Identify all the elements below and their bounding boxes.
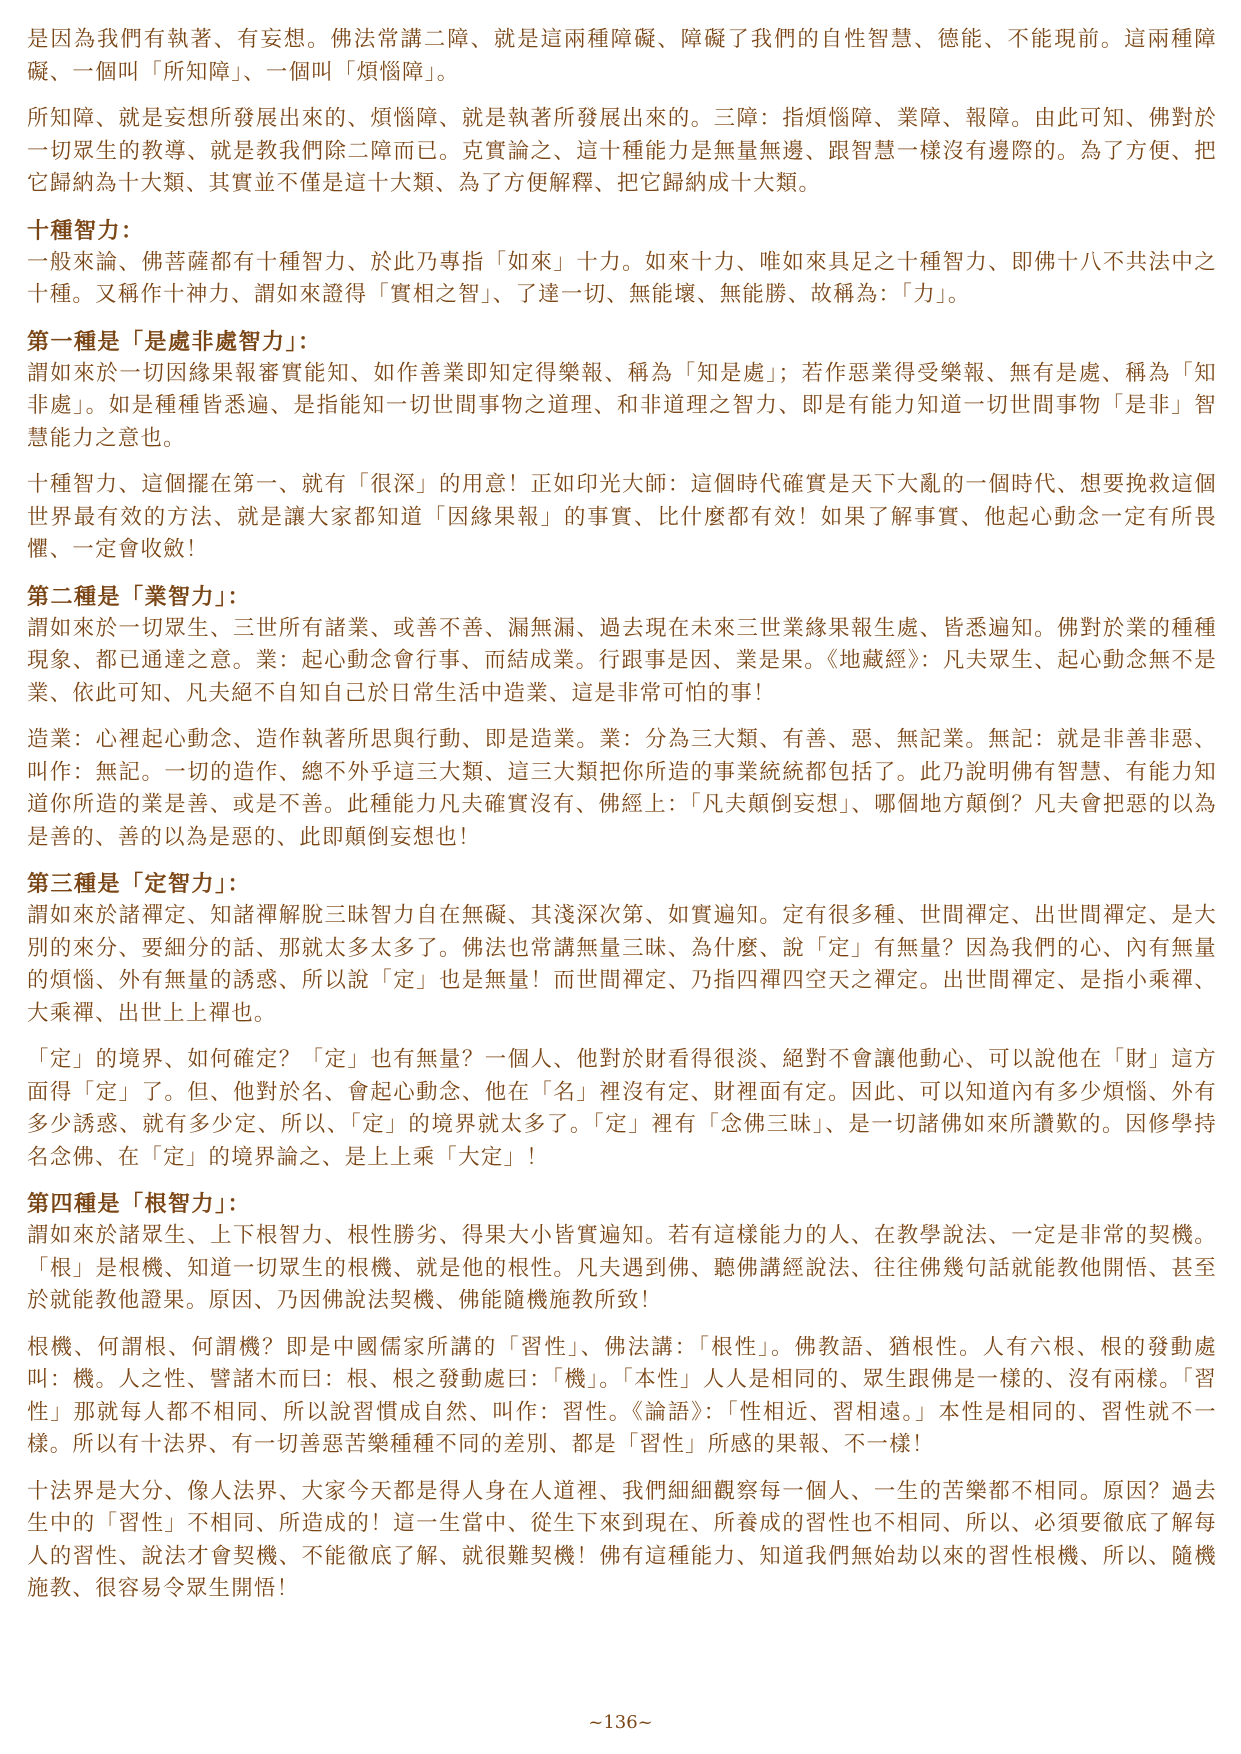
section-first-power: [27, 326, 1217, 567]
section-ten-powers: [27, 215, 1217, 312]
section-paragraph: 十法界是大分、像人法界、大家今天都是得人身在人道裡、我們細細觀察每一個人、一生的苦樂都不相同。原因？過去生中的「習性」不相同、所造成的！這一生當中、從生下來到現在、所養成的習性也不相同、所以、必須要徹底了解每人的習性、說法才會契機、不能徹底了解、就很難契機！佛有這種能力、知道我們無始劫以來的習性根機、所以、隨機施教、很容易令眾生開悟！: [27, 1478, 1217, 1601]
section-heading: 第二種是「業智力」：: [27, 583, 252, 610]
section-paragraph: 謂如來於一切因緣果報審實能知、如作善業即知定得樂報、稱為「知是處」；若作惡業得受樂報、無有是處、稱為「知非處」。如是種種皆悉遍、是指能知一切世間事物之道理、和非道理之智力、即是有能力知道一切世間事物「是非」智慧能力之意也。: [27, 360, 1217, 451]
section-paragraph: 「定」的境界、如何確定？「定」也有無量？一個人、他對於財看得很淡、絕對不會讓他動心、可以說他在「財」這方面得「定」了。但、他對於名、會起心動念、他在「名」裡沒有定、財裡面有定。因此、可以知道內有多少煩惱、外有多少誘惑、就有多少定、所以、「定」的境界就太多了。「定」裡有「念佛三昧」、是一切諸佛如來所讚歎的。因修學持名念佛、在「定」的境界論之、是上上乘「大定」！: [27, 1047, 1217, 1170]
section-heading: 十種智力：: [27, 217, 145, 244]
section-paragraph: 謂如來於諸眾生、上下根智力、根性勝劣、得果大小皆實遍知。若有這樣能力的人、在教學說法、一定是非常的契機。「根」是根機、知道一切眾生的根機、就是他的根性。凡夫遇到佛、聽佛講經說法、往往佛幾句話就能教他開悟、甚至於就能教他證果。原因、乃因佛說法契機、佛能隨機施教所致！: [27, 1223, 1217, 1313]
section-paragraph: 十種智力、這個擺在第一、就有「很深」的用意！正如印光大師：這個時代確實是天下大亂的一個時代、想要挽救這個世界最有效的方法、就是讓大家都知道「因緣果報」的事實、比什麼都有效！如果了解事實、他起心動念一定有所畏懼、一定會收斂！: [27, 472, 1217, 562]
section-paragraph: 謂如來於諸禪定、知諸禪解脫三昧智力自在無礙、其淺深次第、如實遍知。定有很多種、世間禪定、出世間禪定、是大別的來分、要細分的話、那就太多太多了。佛法也常講無量三昧、為什麼、說「定」有無量？因為我們的心、內有無量的煩惱、外有無量的誘惑、所以說「定」也是無量！而世間禪定、乃指四禪四空天之禪定。出世間禪定、是指小乘禪、大乘禪、出世上上禪也。: [27, 903, 1217, 1026]
section-second-power: [27, 581, 1217, 855]
section-paragraph: 根機、何謂根、何謂機？即是中國儒家所講的「習性」、佛法講：「根性」。佛教語、猶根性。人有六根、根的發動處叫：機。人之性、譬諸木而曰：根、根之發動處曰：「機」。「本性」人人是相同的、眾生跟佛是一樣的、沒有兩樣。「習性」那就每人都不相同、所以說習慣成自然、叫作：習性。《論語》：「性相近、習相遠。」本性是相同的、習性就不一樣。所以有十法界、有一切善惡苦樂種種不同的差別、都是「習性」所感的果報、不一樣！: [27, 1334, 1217, 1457]
intro-paragraph-1: 是因為我們有執著、有妄想。佛法常講二障、就是這兩種障礙、障礙了我們的自性智慧、德能、不能現前。這兩種障礙、一個叫「所知障」、一個叫「煩惱障」。: [27, 27, 1217, 85]
section-paragraph: 謂如來於一切眾生、三世所有諸業、或善不善、漏無漏、過去現在未來三世業緣果報生處、皆悉遍知。佛對於業的種種現象、都已通達之意。業：起心動念會行事、而結成業。行跟事是因、業是果。《地藏經》：凡夫眾生、起心動念無不是業、依此可知、凡夫絕不自知自己於日常生活中造業、這是非常可怕的事！: [27, 615, 1217, 706]
section-fourth-power: [27, 1188, 1217, 1606]
section-heading: 第三種是「定智力」：: [27, 871, 252, 897]
section-paragraph: 一般來論、佛菩薩都有十種智力、於此乃專指「如來」十力。如來十力、唯如來具足之十種智力、即佛十八不共法中之十種。又稱作十神力、謂如來證得「實相之智」、了達一切、無能壞、無能勝、故稱為：「力」。: [27, 249, 1217, 307]
section-paragraph: 造業：心裡起心動念、造作執著所思與行動、即是造業。業：分為三大類、有善、惡、無記業。無記：就是非善非惡、叫作：無記。一切的造作、總不外乎這三大類、這三大類把你所造的事業統統都包括了。此乃說明佛有智慧、有能力知道你所造的業是善、或是不善。此種能力凡夫確實沒有、佛經上：「凡夫顛倒妄想」、哪個地方顛倒？凡夫會把惡的以為是善的、善的以為是惡的、此即顛倒妄想也！: [27, 727, 1217, 850]
document-page: [27, 24, 1217, 1620]
section-third-power: [27, 868, 1217, 1174]
intro-paragraph-2: 所知障、就是妄想所發展出來的、煩惱障、就是執著所發展出來的。三障：指煩惱障、業障、報障。由此可知、佛對於一切眾生的教導、就是教我們除二障而已。克實論之、這十種能力是無量無邊、跟智慧一樣沒有邊際的。為了方便、把它歸納為十大類、其實並不僅是這十大類、為了方便解釋、把它歸納成十大類。: [27, 106, 1217, 196]
page-number: ~136~: [588, 1712, 653, 1733]
section-heading: 第四種是「根智力」：: [27, 1191, 252, 1217]
section-heading: 第一種是「是處非處智力」：: [27, 328, 322, 355]
